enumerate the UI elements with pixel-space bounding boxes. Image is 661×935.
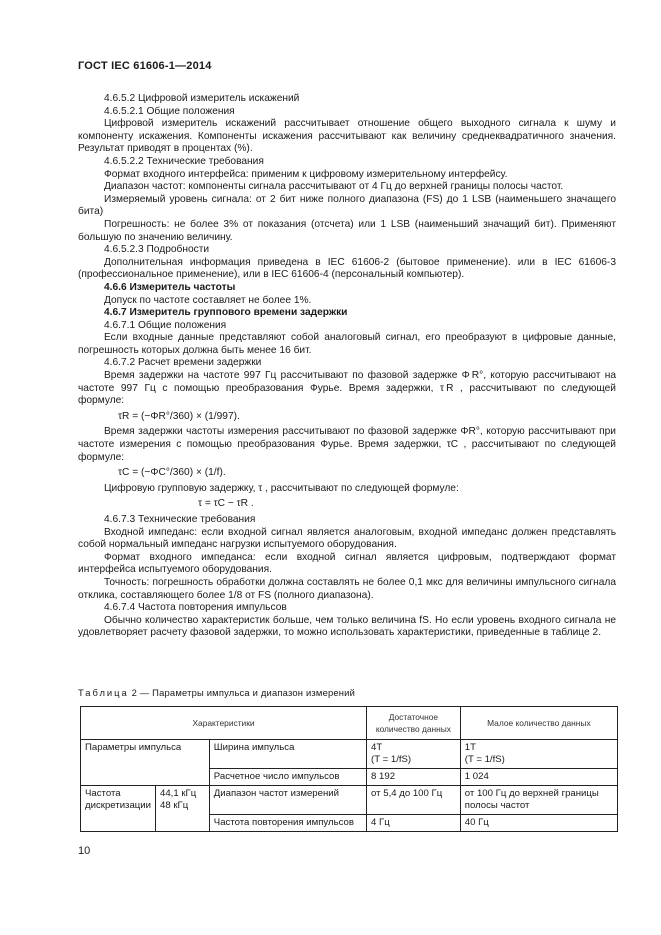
formula: τC = (−ΦC°/360) × (1/f). (118, 467, 226, 479)
paragraph: Входной импеданс: если входной сигнал является аналоговым, входной импеданс должен представлять собой нормальный импеданс нагрузки испытуемого оборудования. (78, 526, 616, 551)
paragraph: Измеряемый уровень сигнала: от 2 бит ниже полного диапазона (FS) до 1 LSB (наименьшего значащего бита) (78, 193, 616, 218)
subsection-heading: 4.6.5.2.3 Подробности (104, 244, 210, 256)
paragraph: Допуск по частоте составляет не более 1%. (104, 294, 312, 306)
table-row (81, 786, 618, 815)
paragraph: Формат входного импеданса: если входной сигнал является цифровым, подтверждают формат интерфейса испытуемого оборудования. (78, 551, 616, 576)
table-header-cell: Малое количество данных (460, 707, 617, 740)
paragraph: Формат входного интерфейса: применим к цифровому измерительному интерфейсу. (104, 168, 508, 180)
cell-line: 48 кГц (160, 800, 189, 811)
cell-line: 44,1 кГц (160, 788, 197, 799)
table-cell: Параметры импульса (81, 740, 210, 786)
section-heading-bold: 4.6.6 Измеритель частоты (104, 281, 236, 293)
table-cell: от 5,4 до 100 Гц (367, 786, 461, 815)
paragraph: Обычно количество характеристик больше, чем только величина fS. Но если уровень входного сигнала не удовлетворяет расчету фазовой задержки, то можно использовать характеристики, приведенные в таблице 2. (78, 614, 616, 639)
paragraph: Диапазон частот: компоненты сигнала рассчитывают от 4 Гц до верхней границы полосы частот. (104, 181, 564, 193)
table-row (81, 740, 618, 769)
paragraph: Время задержки на частоте 997 Гц рассчитывают по фазовой задержке Φ R°, которую рассчитывают на частоте 997 Гц с помощью преобразования Фурье. Время задержки, τ R , рассчитывают по следующей формуле: (78, 370, 616, 407)
paragraph: Погрешность: не более 3% от показания (отсчета) или 1 LSB (наименьший значащий бит). Применяют большую по значению величину. (78, 218, 616, 243)
cell-line: 1T (464, 742, 476, 753)
parameters-table (80, 706, 618, 832)
subsection-heading: 4.6.7.3 Технические требования (104, 514, 256, 525)
table-cell: 4 Гц (367, 815, 461, 832)
table-header-cell: Характеристики (81, 707, 367, 740)
cell-line: (T = 1/fS) (464, 754, 505, 765)
table-cell: Частота повторения импульсов (209, 815, 366, 832)
table-header-cell: Достаточное количество данных (367, 707, 461, 740)
paragraph: Цифровой измеритель искажений рассчитывает отношение общего выходного сигнала к шуму и компоненту искажения. Компоненты искажения рассчитывают как величину среднеквадратичного значения. Результат приводят в процентах (%). (78, 118, 616, 155)
page-number: 10 (78, 845, 91, 857)
table-cell: Диапазон частот измерений (209, 786, 366, 815)
table-caption (78, 687, 355, 698)
table-cell (156, 786, 210, 832)
table-cell: 40 Гц (460, 815, 617, 832)
paragraph: Время задержки частоты измерения рассчитывают по фазовой задержке ΦR°, которую рассчитывают при частоте измерения с помощью преобразования Фурье. Время задержки, τC , рассчитывают по следующей формуле: (78, 426, 616, 463)
formula: τR = (−ΦR°/360) × (1/997). (118, 410, 240, 422)
section-heading-bold: 4.6.7 Измеритель группового времени задержки (104, 307, 348, 319)
cell-line: 4T (371, 742, 383, 753)
formula: τ = τC − τR . (198, 498, 254, 510)
table-caption-prefix: Таблица (78, 687, 129, 698)
table-cell: от 100 Гц до верхней границы полосы частот (460, 786, 617, 815)
subsection-heading: 4.6.5.2.2 Технические требования (104, 155, 264, 167)
subsection-heading: 4.6.7.1 Общие положения (104, 319, 227, 331)
table-cell: 1 024 (460, 769, 617, 786)
subsection-heading: 4.6.7.4 Частота повторения импульсов (104, 602, 287, 614)
cell-line: (T = 1/fS) (371, 754, 412, 765)
table-cell: 8 192 (367, 769, 461, 786)
main-text (78, 93, 616, 640)
table-caption-text: 2 — Параметры импульса и диапазон измерений (128, 687, 356, 698)
table-cell: Частота дискретизации (81, 786, 156, 832)
paragraph: Цифровую групповую задержку, τ , рассчитывают по следующей формуле: (104, 482, 459, 494)
document-header: ГОСТ IEC 61606-1—2014 (78, 60, 212, 72)
paragraph: Дополнительная информация приведена в IEC 61606-2 (бытовое применение). или в IEC 61606-3 (профессиональное применение), или в IEC 61606-4 (персональный компьютер). (78, 256, 616, 281)
table-header-row (81, 707, 618, 740)
paragraph: Если входные данные представляют собой аналоговый сигнал, его преобразуют в цифровые данные, погрешность которых должна быть менее 16 бит. (78, 332, 616, 356)
subsection-heading: 4.6.7.2 Расчет времени задержки (104, 357, 262, 369)
section-heading: 4.6.5.2 Цифровой измеритель искажений (104, 93, 300, 104)
table-cell: Расчетное число импульсов (209, 769, 366, 786)
paragraph: Точность: погрешность обработки должна составлять не более 0,1 мкс для величины импульсного сигнала отклика, составляющего более 1/8 от FS (полного диапазона). (78, 576, 616, 601)
table-cell (367, 740, 461, 769)
table-cell: Ширина импульса (209, 740, 366, 769)
subsection-heading: 4.6.5.2.1 Общие положения (104, 105, 235, 117)
table-cell (460, 740, 617, 769)
